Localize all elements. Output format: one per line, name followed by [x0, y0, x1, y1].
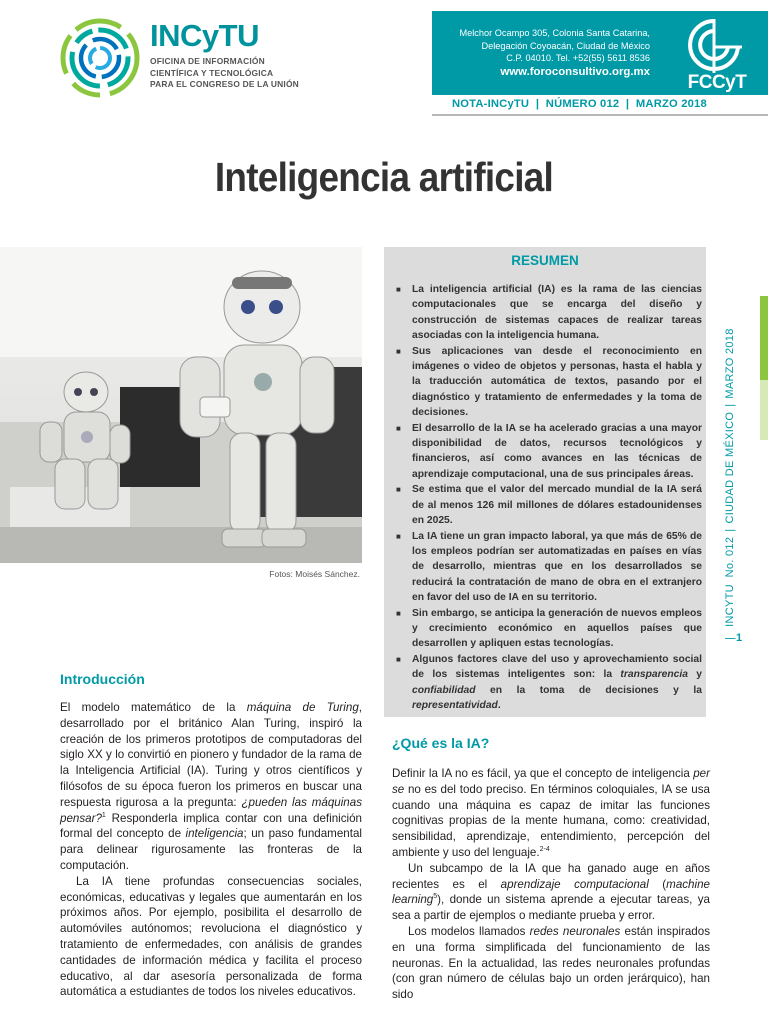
contact-address: Melchor Ocampo 305, Colonia Santa Catarina, Delegación Coyoacán, Ciudad de México C.P. 04010. Tel. +52(55) 5611 8536 www.foroconsultivo.org.mx — [459, 28, 650, 78]
issue-info: NOTA-INCyTU | NÚMERO 012 | MARZO 2018 — [452, 98, 707, 110]
brand-subtitle: OFICINA DE INFORMACIÓN CIENTÍFICA Y TECNOLÓGICA PARA EL CONGRESO DE LA UNIÓN — [150, 56, 299, 89]
incytu-logo-icon — [58, 16, 142, 100]
que-es-paragraph-2: Un subcampo de la IA que ha ganado auge en años recientes es el aprendizaje computacional (machine learning$^5$), donde un sistema aprende a ejecutar tareas, ya sea a partir de ejemplos o mediante prueba y error. — [392, 861, 710, 923]
que-es-body — [392, 766, 710, 1003]
robots-photo — [0, 247, 362, 563]
intro-body — [60, 700, 362, 1000]
que-es-paragraph-3: Los modelos llamados redes neuronales están inspirados en una forma simplificada del funcionamiento de las neuronas. En la actualidad, las redes neuronales profundas (con gran número de células bajo un orden jerárquico), han sido — [392, 924, 711, 1002]
side-running-head: |INCYTU No. 012|CIUDAD DE MÉXICO|MARZO 2018 — [724, 328, 736, 640]
que-es-heading: ¿Qué es la IA? — [392, 735, 490, 751]
summary-heading: RESUMEN — [511, 253, 579, 268]
side-bar-green — [760, 296, 768, 380]
brand-name: INCyTU — [150, 18, 259, 53]
robots-image-icon — [0, 247, 362, 563]
photo-credit: Fotos: Moisés Sánchez. — [269, 569, 360, 579]
side-bar-light — [760, 380, 768, 440]
summary-item: ■ La inteligencia artificial (IA) es la rama de las ciencias computacionales que se encarga del diseño y construcción de sistemas capaces de realizar tareas asociadas con la inteligencia humana. — [396, 282, 702, 344]
page-number: 1 — [736, 632, 743, 644]
summary-item: ■ La IA tiene un gran impacto laboral, ya que más de 65% de los empleos podrían ser automatizadas en países en vías de desarrollo, mientras que en los desarrollados se reducirá la contratación de mano de obra en el extranjero en favor del uso de IA en su territorio. — [396, 529, 702, 606]
summary-list — [396, 282, 702, 713]
summary-item: ■ Se estima que el valor del mercado mundial de la IA será de al menos 126 mil millones de dólares estadounidenses en 2025. — [396, 482, 702, 528]
fccyt-logo-text: FCCyT — [687, 72, 747, 93]
fccyt-logo-icon — [684, 17, 744, 75]
page-title: Inteligencia artificial — [214, 154, 554, 200]
summary-item: ■ El desarrollo de la IA se ha acelerado gracias a una mayor disponibilidad de datos, recursos tecnológicos y financieros, así como avances en las técnicas de aprendizaje computacional, una de sus principales áreas. — [396, 421, 702, 483]
intro-paragraph-2: La IA tiene profundas consecuencias sociales, económicas, educativas y legales que aumentarán en los próximos años. Por ejemplo, posibilita el desarrollo de automóviles autónomos; revoluciona el diagnóstico y tratamiento de enfermedades, con análisis de grandes cantidades de información médica y facilita el proceso educativo, al dar asesoría personalizada de forma automática a estudiantes de todos los niveles educativos. — [60, 874, 362, 999]
summary-item: ■ Sin embargo, se anticipa la generación de nuevos empleos y crecimiento económico en aquellos países que desarrollen y apliquen estas tecnologías. — [396, 606, 702, 652]
website-link[interactable]: www.foroconsultivo.org.mx — [500, 65, 650, 78]
que-es-paragraph-1: Definir la IA no es fácil, ya que el concepto de inteligencia per se no es del todo preciso. En términos coloquiales, IA se usa cuando una máquina es capaz de imitar las funciones cognitivas propias de la mente humana, como: creatividad, sensibilidad, aprendizaje, entendimiento, percepción del ambiente y uso del lenguaje.$^{2-4}$ — [392, 767, 710, 859]
summary-item: ■ Algunos factores clave del uso y aprovechamiento social de los sistemas inteligentes son: la transparencia y confiabilidad en la toma de decisiones y la representatividad. — [396, 652, 702, 714]
header-rule — [432, 114, 768, 116]
intro-paragraph-1: El modelo matemático de la máquina de Turing, desarrollado por el británico Alan Turing, inspiró la creación de los primeros prototipos de computadoras del siglo XX y lo convirtió en pionero y fundador de la rama de la Inteligencia Artificial (IA). Turing y otros científicos y filósofos de su época fueron los primeros en buscar una respuesta rigurosa a la pregunta: ¿pueden las máquinas pensar?$^1$ Responderla implica contar con una definición formal del concepto de inteligencia; un paso fundamental para delinear rigurosamente las fronteras de la computación. — [60, 701, 363, 872]
intro-heading: Introducción — [60, 671, 145, 687]
summary-item: ■ Sus aplicaciones van desde el reconocimiento en imágenes o video de objetos y personas, hasta el habla y la traducción automática de textos, pasando por el diagnóstico y tratamiento de enfermedades y la toma de decisiones. — [396, 344, 702, 421]
summary-box — [384, 247, 706, 717]
contact-box — [432, 11, 768, 95]
